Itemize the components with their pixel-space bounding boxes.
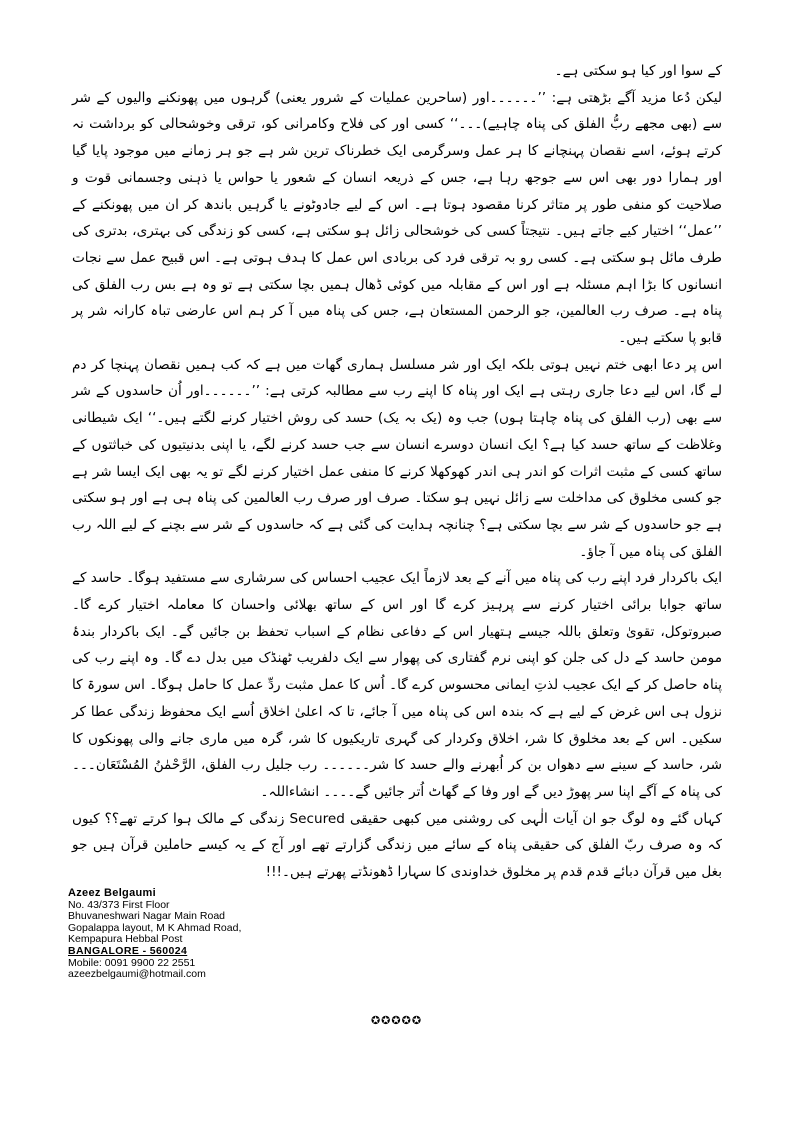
author-email: azeezbelgaumi@hotmail.com — [68, 968, 206, 981]
article-body — [72, 58, 722, 886]
address-line-1: No. 43/373 First Floor — [68, 898, 170, 911]
end-stars-ornament: ✪✪✪✪✪ — [370, 1014, 423, 1027]
address-city: BANGALORE - 560024 — [68, 944, 188, 957]
author-name: Azeez Belgaumi — [68, 887, 156, 899]
address-line-2: Bhuvaneshwari Nagar Main Road — [68, 910, 226, 923]
author-mobile: Mobile: 0091 9900 22 2551 — [68, 956, 196, 969]
paragraph-4: ایک باکردار فرد اپنے رب کی پناہ میں آنے کے بعد لازماً ایک عجیب احساس کی سرشاری سے مستفید ہوگا۔ حاسد کے ساتھ جوابا برائی اختیار کرنے سے پرہیز کرے گا اور اس کے ساتھ بھلائی واحسان کا معاملہ اختیار کرے گا۔ صبروتوکل، تقویٰ وتعلق باللہ جیسے ہتھیار اس کے دفاعی نظام کے اسباب تحفظ بن جائیں گے۔ ایک باکردار بندۂ مومن حاسد کے دل کی جلن کو اپنی نرم گفتاری کی پھوار سے ایک دلفریب ٹھنڈک میں بدل دے گا۔ وہ اپنے رب کی پناہ حاصل کر کے ایک عجیب لذتِ ایمانی محسوس کرے گا۔ اُس کا عمل مثبت ردِّ عمل کا حامل ہوگا۔ اس سورۃ کا نزول ہی اس غرض کے لیے ہے کہ بندہ اس کی پناہ میں آ جائے، تا کہ اعلیٰ اخلاق اُسے ایک محفوظ زندگی عطا کر سکیں۔ اس کے بعد مخلوق کا شر، اخلاق وکردار کی گہری تاریکیوں کا شر، گرہ میں ماری جانے والی پھونکوں کا شر، حاسد کے سینے سے دھواں بن کر اُبھرنے والے حسد کا شر۔۔۔۔۔۔ رب جلیل رب الفلق، الرَّحْمٰنُ المُسْتَعَان۔۔۔ کی پناہ کے آگے اپنا سر پھوڑ دیں گے اور وفا کے گھاٹ اُتر جائیں گے۔۔۔۔ انشاءاللہ۔ — [72, 570, 722, 800]
address-line-4: Kempapura Hebbal Post — [68, 933, 183, 946]
author-address-block — [68, 888, 388, 981]
paragraph-2: لیکن دُعا مزید آگے بڑھتی ہے: ’’۔۔۔۔۔۔اور (ساحرین عملیات کے شرور یعنی) گرہوں میں پھونکنے والیوں کے شر سے (بھی مجھے ربُّ الفلق کی پناہ چاہیے)۔۔۔‘‘ کسی اور کی فلاح وکامرانی کو، ترقی وخوشحالی کو برداشت نہ کرتے ہوئے، اسے نقصان پہنچانے کا ہر عمل وسرگرمی ایک خطرناک ترین شر ہے جو ہر زمانے میں موجود پایا گیا اور ہمارا دور بھی اس سے جوجھ رہا ہے، جس کے ذریعہ انسان کے شعور یا حواس یا ذہنی وجسمانی قوت و صلاحیت کو منفی طور پر متاثر کرنا مقصود ہوتا ہے۔ اس کے لیے جادوٹونے یا گرہیں باندھ کر ان میں پھونکنے کے ’’عمل‘‘ اختیار کیے جاتے ہیں۔ نتیجتاً کسی کی خوشحالی زائل ہو سکتی ہے، کسی کو زندگی کی بہتری، بدتری کی طرف مائل ہو سکتی ہے۔ کسی رو بہ ترقی فرد کی بربادی اس عمل کا ہدف ہوتی ہے۔ اس قبیح عمل سے نجات انسانوں کا بڑا اہم مسئلہ ہے اور اس کے مقابلہ میں کوئی ڈھال ہمیں بچا سکتی ہے تو وہ ہے بس رب الفلق کی پناہ ہے۔ صرف رب العالمین، جو الرحمن المستعان ہے، جس کی پناہ میں آ کر ہم اس عارضی تباہ کارانہ شر پر قابو پا سکتے ہیں۔ — [72, 89, 722, 347]
paragraph-3: اس پر دعا ابھی ختم نہیں ہوتی بلکہ ایک اور شر مسلسل ہماری گھات میں ہے کہ کب ہمیں نقصان پہنچا کر دم لے گا، اس لیے دعا جاری رہتی ہے ایک اور پناہ کا اپنے رب سے مطالبہ کرتی ہے: ’’۔۔۔۔۔۔اور اُن حاسدوں کے شر سے بھی (رب الفلق کی پناہ چاہتا ہوں) جب وہ (یک بہ یک) حسد کی روش اختیار کرنے لگتے ہیں۔‘‘ ایک شیطانی وغلاظت کے ساتھ حسد کیا ہے؟ ایک انسان دوسرے انسان سے جب حسد کرنے لگے، یا اپنی بدنیتیوں کی خباثتوں کے ساتھ کسی کے مثبت اثرات کو اندر ہی اندر کھوکھلا کرنے کا منفی عمل اختیار کرنے لگے تو یہ بھی ایک ایسا شر ہے جو کسی مخلوق کی مداخلت سے زائل نہیں ہو سکتا۔ صرف اور صرف رب العالمین کی پناہ ہی ہے اور ہو سکتی ہے جو حاسدوں کے شر سے بچا سکتی ہے؟ چنانچہ ہدایت کی گئی ہے کہ حاسدوں کے شر سے بچنے کے لیے اللہ رب الفلق کی پناہ میں آ جاؤ۔ — [72, 356, 722, 560]
paragraph-5: کہاں گئے وہ لوگ جو ان آیات الٰہی کی روشنی میں کبھی حقیقی Secured زندگی کے مالک ہوا کرتے تھے؟؟ کیوں کہ وہ صرف ربّ الفلق کی حقیقی پناہ کے سائے میں زندگی گزارتے تھے اور آج کے یہ کیسے حاملین قرآن ہیں جو بغل میں قرآن دبائے قدم قدم پر مخلوق خداوندی کا سہارا ڈھونڈتے پھرتے ہیں۔!!! — [72, 810, 722, 881]
paragraph-1: کے سوا اور کیا ہو سکتی ہے۔ — [554, 63, 722, 79]
address-line-3: Gopalappa layout, M K Ahmad Road, — [68, 921, 242, 934]
